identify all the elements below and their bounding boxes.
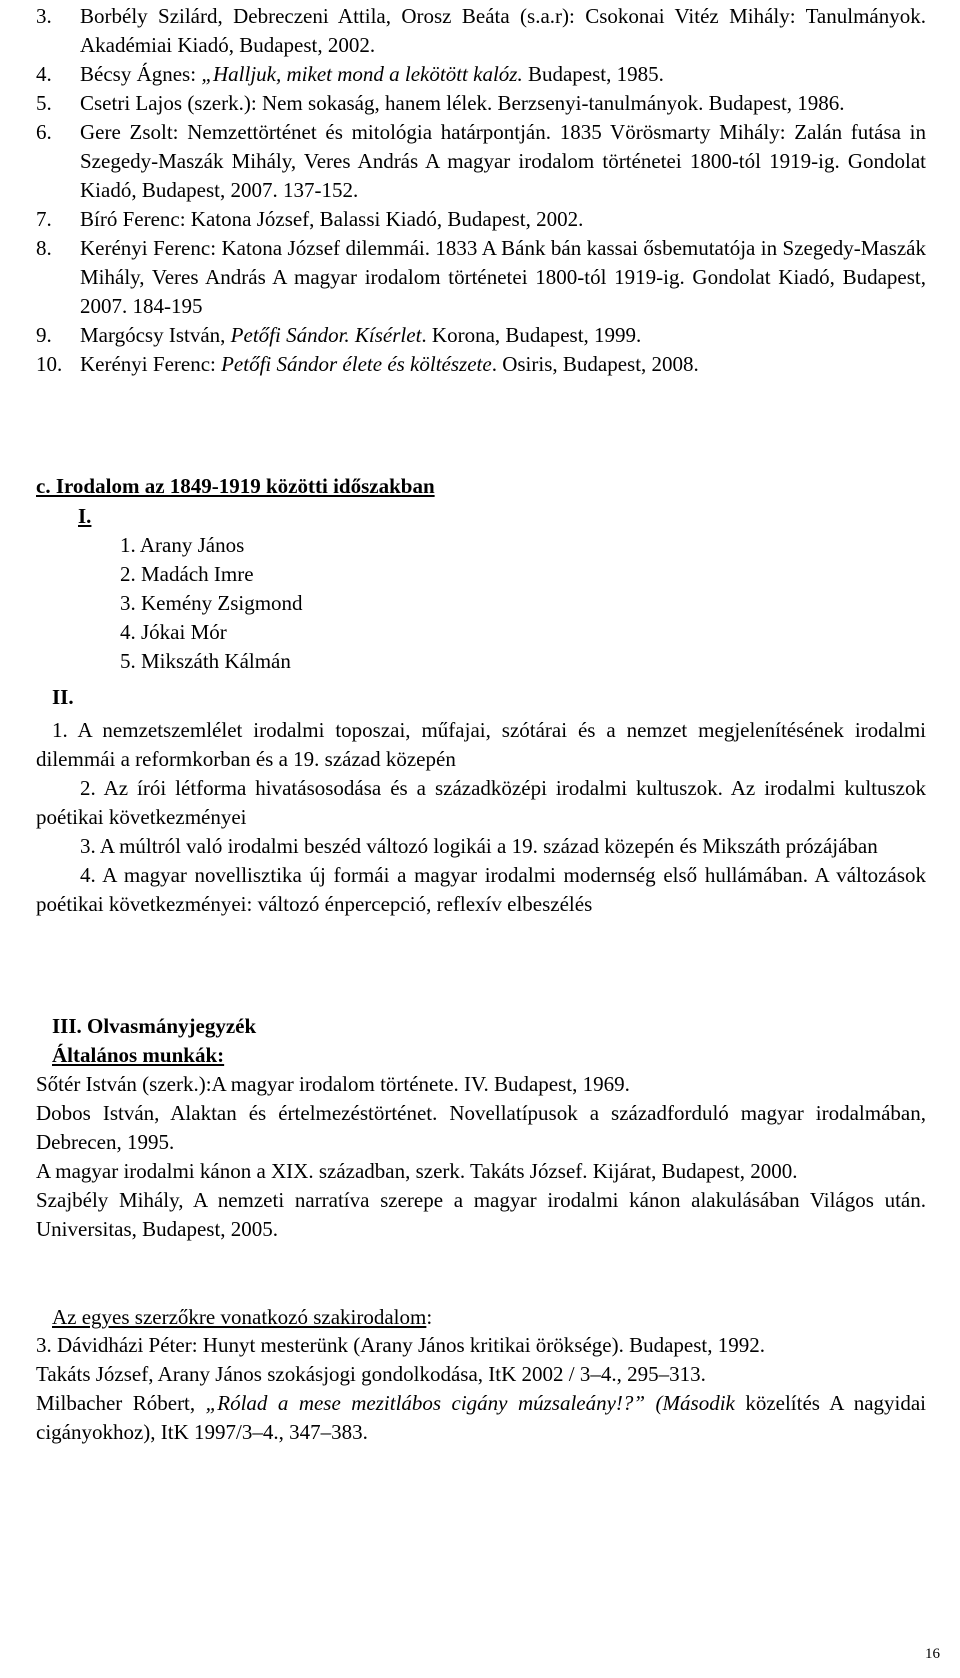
reference-list	[36, 2, 926, 379]
specific-work-item	[36, 1360, 926, 1389]
item-number: 4.	[36, 62, 52, 86]
part-2-label-wrap	[52, 683, 942, 712]
item-number: 7.	[36, 207, 52, 231]
text-segment: Borbély Szilárd, Debreczeni Attila, Orosz Beáta (s.a.r): Csokonai Vitéz Mihály: Tanulmányok. Akadémiai Kiadó, Budapest, 2002.	[80, 4, 926, 57]
item-number: 10.	[36, 352, 63, 376]
heading-colon: :	[426, 1305, 433, 1329]
specific-works-list	[36, 1331, 926, 1447]
item-text	[80, 234, 926, 321]
specific-heading-wrap	[52, 1303, 942, 1332]
reference-item	[36, 205, 926, 234]
italic-title: „Rólad a mese mezitlábos cigány múzsaleány!?” (Második	[205, 1391, 735, 1415]
item-text	[80, 2, 926, 60]
item-text	[80, 118, 926, 205]
italic-title: „Halljuk, miket mond a lekötött kalóz.	[201, 62, 523, 86]
text-segment: Takáts József, Arany János szokásjogi gondolkodása, ItK 2002 / 3–4., 295–313.	[36, 1362, 706, 1386]
specific-work-item	[36, 1389, 926, 1447]
author-item: 3. Kemény Zsigmond	[120, 591, 303, 615]
text-segment: Margócsy István,	[80, 323, 231, 347]
part-1-label-wrap	[78, 502, 960, 531]
general-work-item: Sőtér István (szerk.):A magyar irodalom története. IV. Budapest, 1969.	[36, 1072, 630, 1096]
author-list	[120, 531, 303, 676]
item-number: 9.	[36, 323, 52, 347]
author-item: 4. Jókai Mór	[120, 620, 227, 644]
general-work-item: A magyar irodalmi kánon a XIX. században, szerk. Takáts József. Kijárat, Budapest, 2000.	[36, 1159, 798, 1183]
general-work-item: Dobos István, Alaktan és értelmezéstörténet. Novellatípusok a századforduló magyar irodalmában, Debrecen, 1995.	[36, 1101, 926, 1154]
topic-item: 1. A nemzetszemlélet irodalmi toposzai, műfajai, szótárai és a nemzet megjelenítésének irodalmi dilemmái a reformkorban és a 19. század közepén	[36, 718, 926, 771]
reading-list-title: III. Olvasmányjegyzék	[52, 1014, 257, 1038]
item-text	[80, 205, 926, 234]
part-3-heading	[52, 1012, 942, 1041]
item-number: 6.	[36, 120, 52, 144]
item-number: 8.	[36, 236, 52, 260]
item-number: 3.	[36, 4, 52, 28]
author-item: 2. Madách Imre	[120, 562, 254, 586]
general-heading-wrap	[52, 1041, 942, 1070]
text-segment: Kerényi Ferenc:	[80, 352, 222, 376]
reference-item	[36, 89, 926, 118]
reference-item	[36, 321, 926, 350]
item-number: 5.	[36, 91, 52, 115]
text-segment: Gere Zsolt: Nemzettörténet és mitológia határpontján. 1835 Vörösmarty Mihály: Zalán futása in Szegedy-Maszák Mihály, Veres András A magyar irodalom történetei 1800-tól 1919-ig. Gondolat Kiadó, Budapest, 2007. 137-152.	[80, 120, 926, 202]
specific-works-heading: Az egyes szerzőkre vonatkozó szakirodalom	[52, 1305, 427, 1329]
general-works-list	[36, 1070, 926, 1244]
text-segment: . Osiris, Budapest, 2008.	[491, 352, 699, 376]
topic-item: 3. A múltról való irodalmi beszéd változó logikái a 19. század közepén és Mikszáth prózájában	[80, 834, 878, 858]
reference-item	[36, 60, 926, 89]
reference-item	[36, 350, 926, 379]
text-segment: Budapest, 1985.	[522, 62, 664, 86]
part-1-label: I.	[78, 504, 92, 528]
item-text	[80, 60, 926, 89]
text-segment: Bíró Ferenc: Katona József, Balassi Kiadó, Budapest, 2002.	[80, 207, 584, 231]
text-segment: . Korona, Budapest, 1999.	[421, 323, 642, 347]
reference-item	[36, 234, 926, 321]
specific-work-item	[36, 1331, 926, 1360]
part-2-label: II.	[52, 685, 74, 709]
text-segment: Bécsy Ágnes:	[80, 62, 202, 86]
text-segment: Milbacher Róbert,	[36, 1391, 206, 1415]
author-item: 5. Mikszáth Kálmán	[120, 649, 291, 673]
italic-title: Petőfi Sándor élete és költészete	[221, 352, 492, 376]
text-segment: közelítés A nagyidai cigányokhoz), ItK 1997/3–4., 347–383.	[36, 1391, 927, 1444]
text-segment: Kerényi Ferenc: Katona József dilemmái. 1833 A Bánk bán kassai ősbemutatója in Szegedy-Maszák Mihály, Veres András A magyar irodalom történetei 1800-tól 1919-ig. Gondolat Kiadó, Budapest, 2007. 184-195	[80, 236, 926, 318]
author-item: 1. Arany János	[120, 533, 245, 557]
page-number: 16	[925, 1646, 940, 1662]
item-text	[80, 321, 926, 350]
part-2-topics	[36, 716, 926, 919]
topic-item: 2. Az írói létforma hivatásosodása és a századközépi irodalmi kultuszok. Az irodalmi kultuszok poétikai következményei	[36, 776, 926, 829]
text-segment: Csetri Lajos (szerk.): Nem sokaság, hanem lélek. Berzsenyi-tanulmányok. Budapest, 1986.	[80, 91, 845, 115]
text-segment: 3. Dávidházi Péter: Hunyt mesterünk (Arany János kritikai öröksége). Budapest, 1992.	[36, 1333, 766, 1357]
reference-item	[36, 2, 926, 60]
italic-title: Petőfi Sándor. Kísérlet	[230, 323, 422, 347]
section-c-heading	[36, 472, 926, 501]
general-work-item: Szajbély Mihály, A nemzeti narratíva szerepe a magyar irodalmi kánon alakulásában Világos után. Universitas, Budapest, 2005.	[36, 1188, 926, 1241]
section-title: c. Irodalom az 1849-1919 közötti időszakban	[36, 474, 435, 498]
topic-item: 4. A magyar novellisztika új formái a magyar irodalmi modernség első hullámában. A változások poétikai következményei: változó énpercepció, reflexív elbeszélés	[36, 863, 926, 916]
item-text	[80, 350, 926, 379]
reference-item	[36, 118, 926, 205]
item-text	[80, 89, 926, 118]
general-works-heading: Általános munkák:	[52, 1043, 225, 1067]
